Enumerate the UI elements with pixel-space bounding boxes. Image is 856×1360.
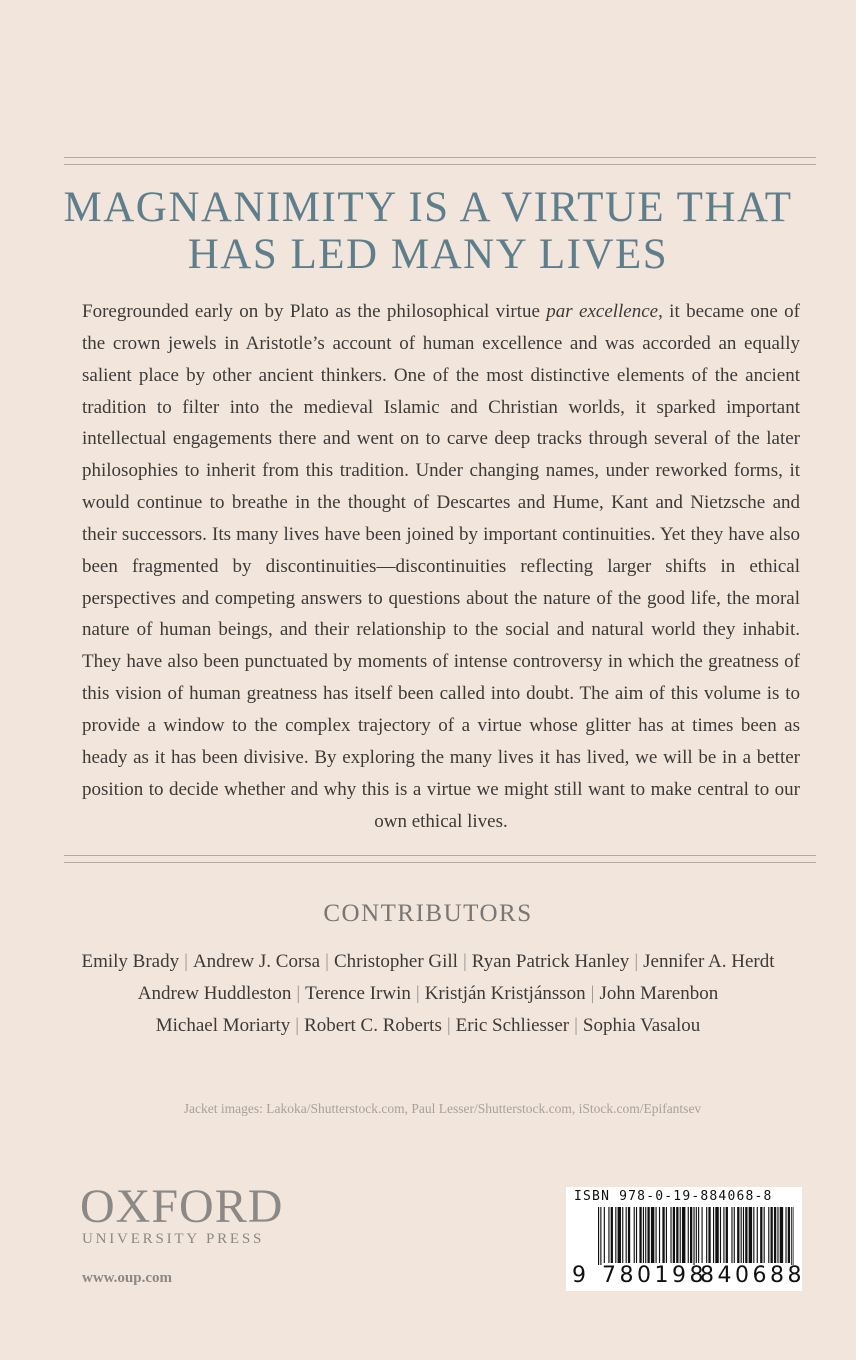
barcode-bar (636, 1207, 637, 1263)
contributors-list (60, 946, 796, 1042)
barcode-bar (737, 1207, 739, 1263)
barcode-bar (666, 1207, 667, 1263)
contributor-separator: | (296, 983, 301, 1004)
barcode-bar (645, 1207, 646, 1263)
barcode-bar (753, 1207, 754, 1263)
barcode-bar (611, 1207, 613, 1263)
barcode-digit-first: 9 (572, 1263, 587, 1288)
contributor-name: Andrew J. Corsa (192, 951, 321, 972)
barcode-bar (768, 1207, 769, 1263)
barcode-bar (598, 1207, 599, 1265)
headline (40, 184, 816, 278)
barcode-bar (743, 1207, 744, 1263)
barcode-bar (622, 1207, 623, 1263)
barcode-bar (647, 1207, 649, 1263)
barcode-bar (723, 1207, 724, 1263)
barcode-bar (696, 1207, 697, 1263)
barcode-bar (651, 1207, 654, 1263)
barcode-bar (760, 1207, 762, 1263)
barcode-bars (598, 1207, 794, 1265)
barcode-bar (698, 1207, 699, 1263)
barcode-bar (680, 1207, 681, 1263)
blurb-text-start: Foregrounded early on by Plato as the philosophical virtue (82, 301, 547, 322)
barcode-bar (774, 1207, 776, 1263)
barcode-bar (764, 1207, 765, 1263)
barcode-bar (673, 1207, 675, 1263)
barcode-bar (702, 1207, 703, 1263)
contributors-line (60, 978, 796, 1010)
barcode-bar (788, 1207, 790, 1263)
barcode-bar (690, 1207, 692, 1263)
barcode-bar (771, 1207, 773, 1263)
bottom-double-rule (64, 855, 816, 863)
isbn-barcode (566, 1187, 805, 1291)
barcode-digits-right: 840688 (700, 1263, 805, 1288)
barcode-bar (615, 1207, 616, 1263)
jacket-image-credit: Jacket images: Lakoka/Shutterstock.com, Paul Lesser/Shutterstock.com, iStock.com/Epifantsev (183, 1101, 702, 1116)
barcode-bars-graphic (598, 1207, 794, 1265)
barcode-bar (713, 1207, 714, 1263)
contributor-separator: | (295, 1015, 300, 1036)
publisher-logo-name: OXFORD (80, 1180, 284, 1233)
barcode-digits-left: 780198 (602, 1263, 707, 1288)
contributor-separator: | (462, 951, 467, 972)
barcode-bar (693, 1207, 694, 1265)
barcode-bar (715, 1207, 718, 1263)
barcode-bar (659, 1207, 660, 1263)
barcode-bar (670, 1207, 671, 1263)
barcode-bar (708, 1207, 710, 1263)
contributor-name: Emily Brady (81, 951, 180, 972)
contributor-name: Robert C. Roberts (304, 1015, 442, 1036)
contributor-separator: | (325, 951, 329, 972)
barcode-bar (604, 1207, 605, 1263)
contributor-name: Terence Irwin (305, 983, 411, 1004)
barcode-bar (639, 1207, 641, 1263)
barcode-bar (676, 1207, 678, 1263)
contributor-name: Jennifer A. Herdt (643, 951, 775, 972)
contributors-title: CONTRIBUTORS (323, 900, 533, 927)
isbn-label: ISBN 978-0-19-884068-8 (574, 1189, 773, 1204)
barcode-bar (706, 1207, 707, 1263)
contributor-separator: | (634, 951, 639, 972)
publisher-url: www.oup.com (82, 1270, 173, 1286)
headline-line-1: MAGNANIMITY IS A VIRTUE THAT (63, 184, 793, 231)
contributor-name: Eric Schliesser (455, 1015, 570, 1036)
barcode-bar (731, 1207, 732, 1263)
barcode-bar (794, 1207, 795, 1265)
contributor-name: Ryan Patrick Hanley (471, 951, 630, 972)
barcode-bar (628, 1207, 630, 1263)
contributors-line (60, 1010, 796, 1042)
barcode-bar (785, 1207, 786, 1263)
top-double-rule (64, 157, 816, 165)
contributor-separator: | (446, 1015, 451, 1036)
barcode-bar (626, 1207, 627, 1263)
barcode-bar (777, 1207, 778, 1263)
contributors-line (60, 946, 796, 978)
contributor-separator: | (574, 1015, 578, 1036)
contributor-name: John Marenbon (599, 983, 719, 1004)
contributor-name: Sophia Vasalou (582, 1015, 701, 1036)
contributor-name: Kristján Kristjánsson (424, 983, 586, 1004)
blurb-text-rest: , it became one of the crown jewels in Aristotle’s account of human excellence and was accorded an equally salient place by other ancient thinkers. One of the most distinctive elements of the ancient tradition to filter into the medieval Islamic and Christian worlds, it sparked important intellectual engagements there and went on to carve deep tracks through several of the later philosophies to inherit from this tradition. Under changing names, under reworked forms, it would continue to breathe in the thought of Descartes and Hume, Kant and Nietzsche and their successors. Its many lives have been joined by important continuities. Yet they have also been fragmented by discontinuities—discontinuities reflecting larger shifts in ethical perspectives and competing answers to questions about the nature of the good life, the moral nature of human beings, and their relationship to the social and natural world they inhabit. They have also been punctuated by moments of intense controversy in which the greatness of this vision of human greatness has itself been called into doubt. The aim of this volume is to provide a window to the complex trajectory of a virtue whose glitter has at times been as heady as it has been divisive. By exploring the many lives it has lived, we will be in a better position to decide whether and why this is a virtue we might still want to make central to our own ethical lives. (82, 301, 800, 832)
contributor-separator: | (184, 951, 188, 972)
barcode-bar (618, 1207, 621, 1263)
barcode-bar (791, 1207, 792, 1265)
barcode-bar (608, 1207, 609, 1263)
barcode-bar (749, 1207, 752, 1263)
contributor-name: Christopher Gill (333, 951, 458, 972)
contributor-name: Michael Moriarty (155, 1015, 291, 1036)
barcode-bar (780, 1207, 783, 1263)
barcode-bar (688, 1207, 689, 1263)
contributor-separator: | (590, 983, 595, 1004)
barcode-bar (643, 1207, 644, 1263)
barcode-bar (757, 1207, 758, 1263)
headline-line-2: HAS LED MANY LIVES (187, 231, 669, 278)
barcode-bar (720, 1207, 721, 1263)
barcode-bar (662, 1207, 664, 1263)
barcode-bar (656, 1207, 657, 1263)
barcode-bar (741, 1207, 742, 1263)
blurb-paragraph (82, 296, 800, 837)
contributor-name: Andrew Huddleston (137, 983, 292, 1004)
blurb-italic-phrase: par excellence (546, 301, 659, 322)
contributor-separator: | (415, 983, 420, 1004)
barcode-bar (600, 1207, 601, 1265)
barcode-bar (745, 1207, 747, 1263)
barcode-bar (726, 1207, 728, 1263)
publisher-logo-subtitle: UNIVERSITY PRESS (82, 1231, 265, 1247)
barcode-bar (734, 1207, 735, 1263)
barcode-bar (634, 1207, 635, 1263)
barcode-bar (682, 1207, 685, 1263)
